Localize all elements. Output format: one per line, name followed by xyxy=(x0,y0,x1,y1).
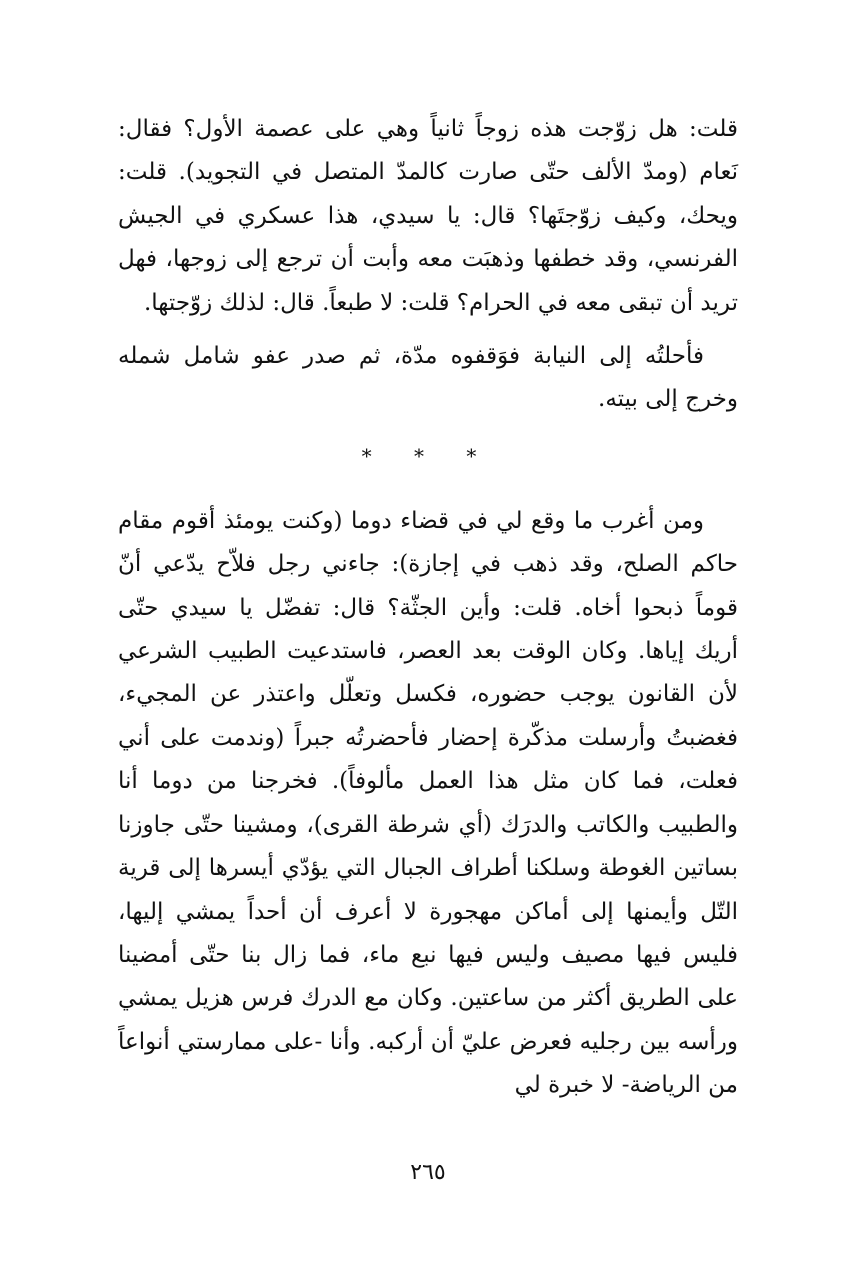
section-separator: * * * xyxy=(361,443,495,468)
page-number: ٢٦٥ xyxy=(410,1160,446,1185)
paragraph-2: فأحلتُه إلى النيابة فوَقفوه مدّة، ثم صدر عفو شامل شمله وخرج إلى بيته. xyxy=(118,343,738,413)
paragraph-1: قلت: هل زوّجت هذه زوجاً ثانياً وهي على عصمة الأول؟ فقال: نَعام (ومدّ الألف حتّى صارت كالمدّ المتصل في التجويد). قلت: ويحك، وكيف زوّجتَها؟ قال: يا سيدي، هذا عسكري في الجيش الفرنسي، وقد خطفها وذهبَت معه وأبت أن ترجع إلى زوجها، فهل تريد أن تبقى معه في الحرام؟ قلت: لا طبعاً. قال: لذلك زوّجتها. xyxy=(118,116,738,316)
page-body xyxy=(118,108,738,1118)
paragraph-3: ومن أغرب ما وقع لي في قضاء دوما (وكنت يومئذ أقوم مقام حاكم الصلح، وقد ذهب في إجازة): جاءني رجل فلاّح يدّعي أنّ قوماً ذبحوا أخاه. قلت: وأين الجثّة؟ قال: تفضّل يا سيدي حتّى أريك إياها. وكان الوقت بعد العصر، فاستدعيت الطبيب الشرعي لأن القانون يوجب حضوره، فكسل وتعلّل واعتذر عن المجيء، فغضبتُ وأرسلت مذكّرة إحضار فأحضرتُه جبراً (وندمت على أني فعلت، فما كان مثل هذا العمل مألوفاً). فخرجنا من دوما أنا والطبيب والكاتب والدرَك (أي شرطة القرى)، ومشينا حتّى جاوزنا بساتين الغوطة وسلكنا أطراف الجبال التي يؤدّي أيسرها إلى قرية التّل وأيمنها إلى أماكن مهجورة لا أعرف أن أحداً يمشي إليها، فليس فيها مصيف وليس فيها نبع ماء، فما زال بنا حتّى أمضينا على الطريق أكثر من ساعتين. وكان مع الدرك فرس هزيل يمشي ورأسه بين رجليه فعرض عليّ أن أركبه. وأنا -على ممارستي أنواعاً من الرياضة- لا خبرة لي xyxy=(118,507,738,1099)
